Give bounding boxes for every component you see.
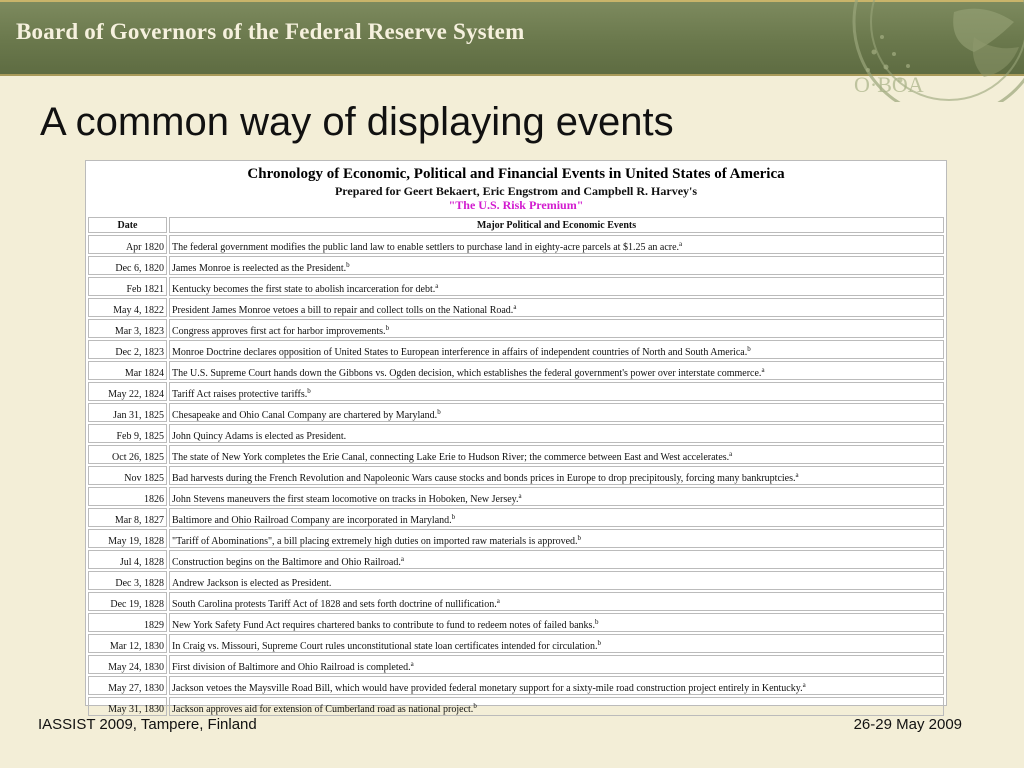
event-cell (169, 319, 944, 338)
table-row (88, 634, 944, 653)
footnote-marker: a (802, 681, 806, 689)
date-cell: May 22, 1824 (88, 382, 167, 401)
table-row (88, 382, 944, 401)
table-paper-title: "The U.S. Risk Premium" (448, 198, 584, 212)
date-cell: May 19, 1828 (88, 529, 167, 548)
date-cell: Mar 3, 1823 (88, 319, 167, 338)
date-cell: 1826 (88, 487, 167, 506)
event-text: Jackson vetoes the Maysville Road Bill, which would have provided federal monetary support for a sixty-mile road construction project entirely in Kentucky. (172, 683, 803, 694)
footnote-marker: a (679, 240, 683, 248)
date-cell: Mar 1824 (88, 361, 167, 380)
footnote-marker: b (577, 534, 582, 542)
table-row (88, 508, 944, 527)
date-cell: May 31, 1830 (88, 697, 167, 716)
date-cell: Apr 1820 (88, 235, 167, 254)
event-cell (169, 235, 944, 254)
table-row (88, 277, 944, 296)
event-cell (169, 403, 944, 422)
event-cell (169, 571, 944, 590)
date-cell: Dec 3, 1828 (88, 571, 167, 590)
event-cell (169, 256, 944, 275)
event-cell (169, 676, 944, 695)
footnote-marker: a (410, 660, 414, 668)
event-text: Congress approves first act for harbor improvements. (172, 326, 386, 337)
date-cell: 1829 (88, 613, 167, 632)
table-row (88, 361, 944, 380)
table-row (88, 487, 944, 506)
event-cell (169, 298, 944, 317)
date-cell: Feb 9, 1825 (88, 424, 167, 443)
event-text: Bad harvests during the French Revolution and Napoleonic Wars cause stocks and bonds prices in Europe to drop precipitously, forcing many bankruptcies. (172, 473, 796, 484)
table-row (88, 529, 944, 548)
event-cell (169, 634, 944, 653)
table-row (88, 697, 944, 716)
column-header-events: Major Political and Economic Events (169, 217, 944, 233)
chronology-table (86, 215, 946, 718)
footnote-marker: b (747, 345, 751, 353)
table-header-row (88, 217, 944, 233)
table-row (88, 235, 944, 254)
table-row (88, 445, 944, 464)
footnote-marker: a (729, 450, 733, 458)
date-cell: Jan 31, 1825 (88, 403, 167, 422)
event-text: "Tariff of Abominations", a bill placing extremely high duties on imported raw materials is approved. (172, 536, 578, 547)
footnote-marker: a (518, 492, 522, 500)
date-cell: Mar 12, 1830 (88, 634, 167, 653)
table-row (88, 256, 944, 275)
table-row (88, 571, 944, 590)
event-cell (169, 697, 944, 716)
event-cell (169, 361, 944, 380)
footnote-marker: b (597, 639, 601, 647)
slide-title: A common way of displaying events (40, 100, 674, 144)
event-text: Tariff Act raises protective tariffs. (172, 389, 308, 400)
footnote-marker: b (346, 261, 350, 269)
event-cell (169, 445, 944, 464)
event-cell (169, 424, 944, 443)
date-cell: Nov 1825 (88, 466, 167, 485)
banner-title: Board of Governors of the Federal Reserve System (16, 19, 525, 44)
header-banner (0, 0, 1024, 97)
footnote-marker: b (437, 408, 441, 416)
date-cell: May 4, 1822 (88, 298, 167, 317)
table-row (88, 466, 944, 485)
table-row (88, 550, 944, 569)
date-cell: Dec 19, 1828 (88, 592, 167, 611)
date-cell: Mar 8, 1827 (88, 508, 167, 527)
event-text: New York Safety Fund Act requires chartered banks to contribute to fund to redeem notes of failed banks. (172, 620, 595, 631)
footnote-marker: a (761, 366, 765, 374)
event-text: Monroe Doctrine declares opposition of United States to European interference in affairs of independent countries of North and South America. (172, 347, 748, 358)
table-row (88, 592, 944, 611)
footer-date: 26-29 May 2009 (853, 716, 962, 733)
event-text: Chesapeake and Ohio Canal Company are chartered by Maryland. (172, 410, 438, 421)
event-text: John Stevens maneuvers the first steam locomotive on tracks in Hoboken, New Jersey. (172, 494, 519, 505)
event-cell (169, 550, 944, 569)
footer-conference: IASSIST 2009, Tampere, Finland (38, 716, 257, 733)
footnote-marker: a (795, 471, 799, 479)
column-header-date: Date (88, 217, 167, 233)
event-text: The state of New York completes the Erie Canal, connecting Lake Erie to Hudson River; the commerce between East and West accelerates. (172, 452, 730, 463)
table-title: Chronology of Economic, Political and Financial Events in United States of America (247, 166, 785, 182)
table-row (88, 676, 944, 695)
date-cell: Jul 4, 1828 (88, 550, 167, 569)
event-text: Construction begins on the Baltimore and Ohio Railroad. (172, 557, 401, 568)
event-cell (169, 529, 944, 548)
event-text: Kentucky becomes the first state to abolish incarceration for debt. (172, 284, 436, 295)
date-cell: May 24, 1830 (88, 655, 167, 674)
event-cell (169, 655, 944, 674)
footnote-marker: b (594, 618, 599, 626)
table-row (88, 655, 944, 674)
event-cell (169, 340, 944, 359)
event-cell (169, 277, 944, 296)
footnote-marker: b (385, 324, 390, 332)
event-cell (169, 466, 944, 485)
event-text: In Craig vs. Missouri, Supreme Court rules unconstitutional state loan certificates intended for circulation. (172, 641, 598, 652)
date-cell: Feb 1821 (88, 277, 167, 296)
event-cell (169, 382, 944, 401)
date-cell: Oct 26, 1825 (88, 445, 167, 464)
event-text: Baltimore and Ohio Railroad Company are incorporated in Maryland. (172, 515, 452, 526)
event-cell (169, 592, 944, 611)
footnote-marker: a (435, 282, 439, 290)
event-text: Jackson approves aid for extension of Cumberland road as national project. (172, 704, 474, 715)
footnote-marker: b (451, 513, 456, 521)
table-row (88, 613, 944, 632)
event-text: James Monroe is reelected as the President. (172, 263, 347, 274)
date-cell: Dec 2, 1823 (88, 340, 167, 359)
footnote-marker: a (496, 597, 500, 605)
table-row (88, 319, 944, 338)
table-row (88, 424, 944, 443)
event-cell (169, 613, 944, 632)
event-cell (169, 487, 944, 506)
table-row (88, 298, 944, 317)
event-text: John Quincy Adams is elected as President. (172, 431, 347, 442)
footnote-marker: b (307, 387, 311, 395)
event-cell (169, 508, 944, 527)
footnote-marker: a (400, 555, 404, 563)
table-row (88, 340, 944, 359)
federal-reserve-seal-logo (834, 0, 1024, 102)
svg-text:O·BOA: O·BOA (854, 72, 924, 97)
table-row (88, 403, 944, 422)
event-text: President James Monroe vetoes a bill to repair and collect tolls on the National Road. (172, 305, 514, 316)
event-text: The U.S. Supreme Court hands down the Gibbons vs. Ogden decision, which establishes the federal government's power over interstate commerce. (172, 368, 762, 379)
event-text: South Carolina protests Tariff Act of 1828 and sets forth doctrine of nullification. (172, 599, 497, 610)
event-text: Andrew Jackson is elected as President. (172, 578, 332, 589)
footnote-marker: b (473, 702, 477, 710)
date-cell: Dec 6, 1820 (88, 256, 167, 275)
chronology-table-image (85, 160, 947, 715)
date-cell: May 27, 1830 (88, 676, 167, 695)
table-subtitle: Prepared for Geert Bekaert, Eric Engstrom and Campbell R. Harvey's (334, 184, 698, 198)
event-text: The federal government modifies the public land law to enable settlers to purchase land in eighty-acre parcels at $1.25 an acre. (172, 242, 680, 253)
event-text: First division of Baltimore and Ohio Railroad is completed. (172, 662, 411, 673)
footnote-marker: a (513, 303, 517, 311)
